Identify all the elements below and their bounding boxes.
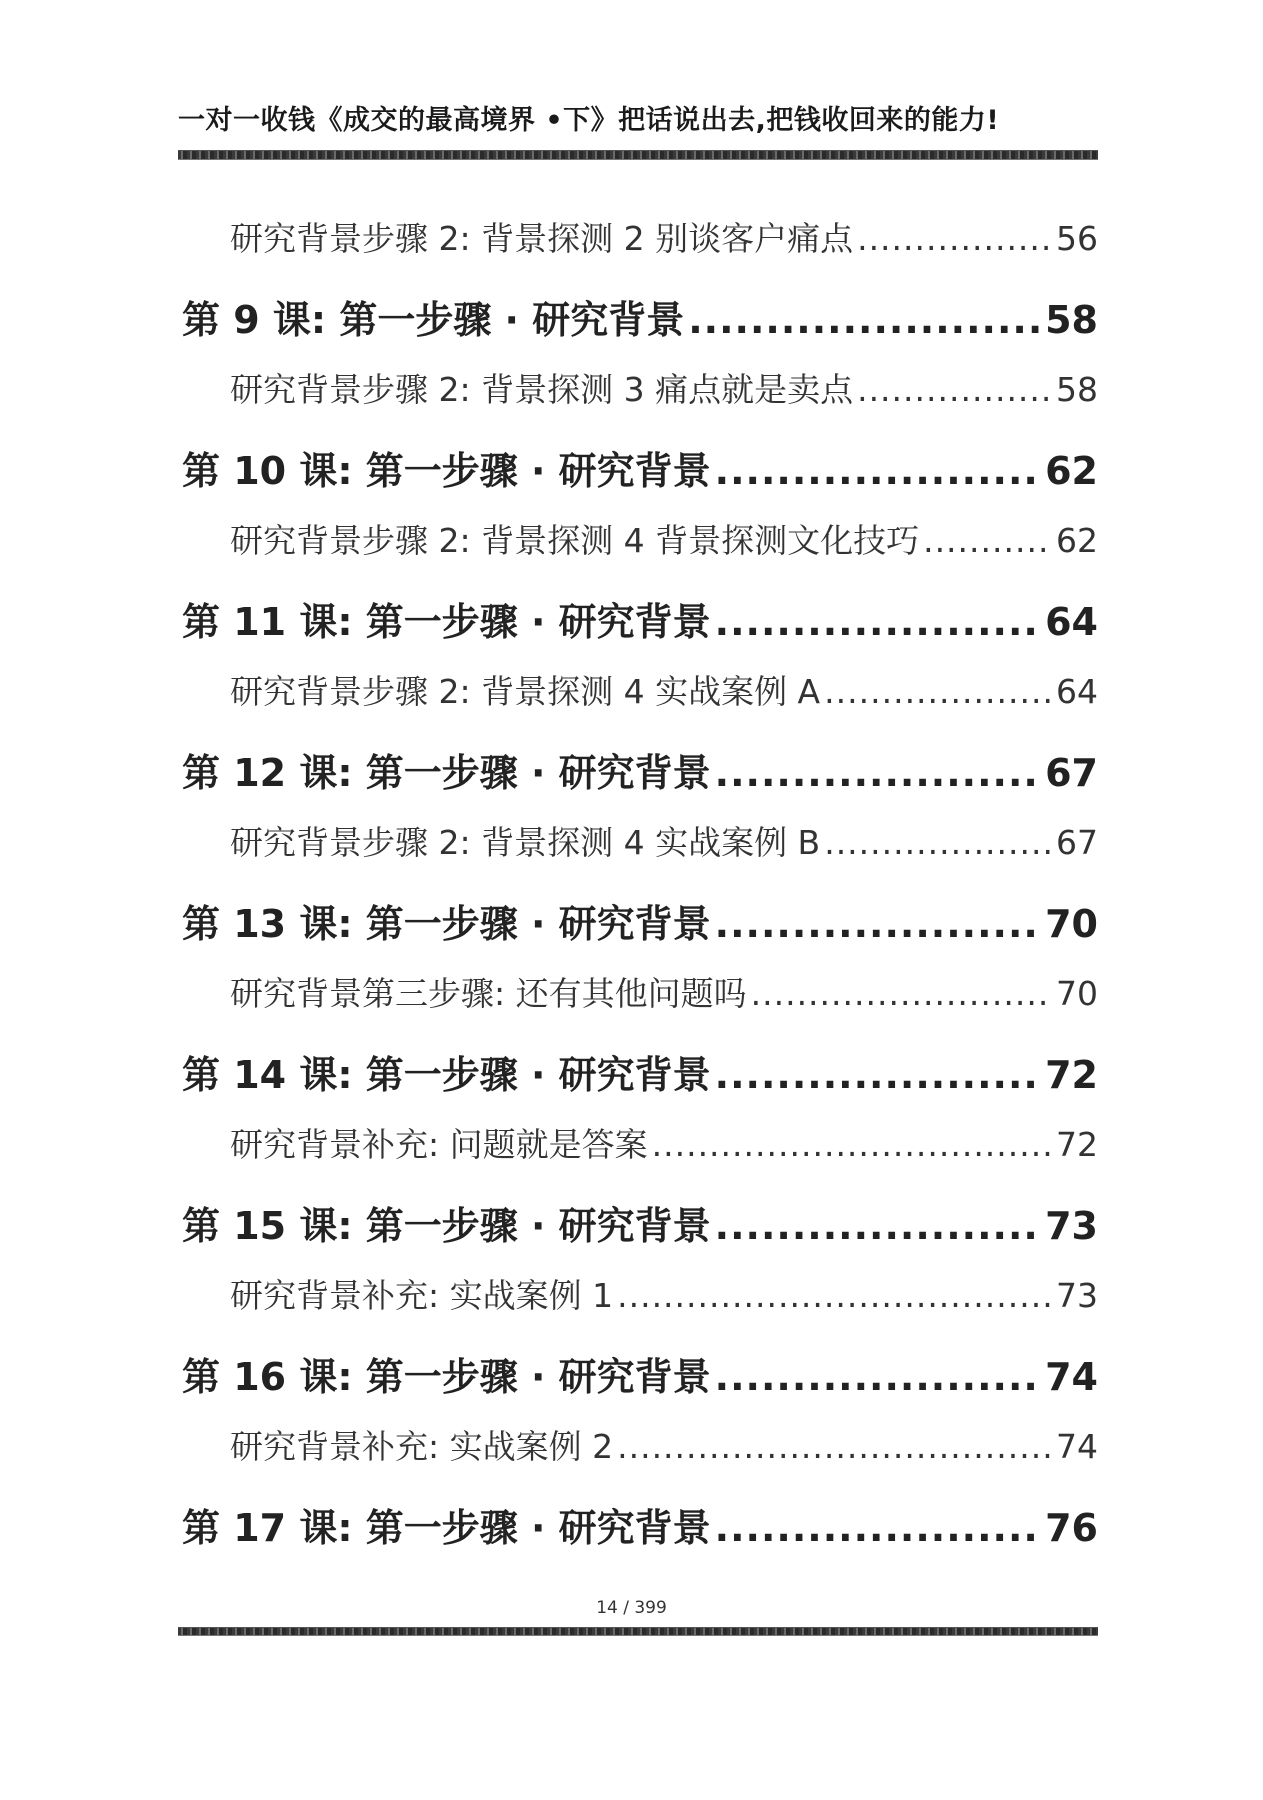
toc-lesson-entry[interactable]	[182, 893, 1098, 948]
page-header-title: 一对一收钱《成交的最高境界 •下》把话说出去,把钱收回来的能力!	[178, 105, 1000, 136]
footer-rule	[178, 1627, 1098, 1636]
toc-entry-page: 64	[1045, 600, 1098, 644]
toc-entry-title: 第 15 课: 第一步骤 · 研究背景	[182, 1204, 711, 1248]
toc-leader-dots	[715, 449, 1041, 493]
toc-entry-title: 第 10 课: 第一步骤 · 研究背景	[182, 449, 711, 493]
toc-entry-page: 56	[1056, 219, 1098, 258]
toc-entry-title: 研究背景第三步骤: 还有其他问题吗	[230, 974, 747, 1013]
toc-leader-dots	[617, 1427, 1052, 1466]
toc-entry-page: 67	[1045, 751, 1098, 795]
toc-leader-dots	[857, 219, 1052, 258]
toc-leader-dots	[652, 1125, 1052, 1164]
toc-entry-page: 74	[1045, 1355, 1098, 1399]
toc-entry-title: 第 17 课: 第一步骤 · 研究背景	[182, 1506, 711, 1550]
toc-entry-page: 72	[1045, 1053, 1098, 1097]
toc-sub-entry[interactable]	[230, 364, 1098, 411]
toc-leader-dots	[824, 823, 1052, 862]
toc-leader-dots	[715, 1355, 1041, 1399]
toc-entry-title: 第 11 课: 第一步骤 · 研究背景	[182, 600, 711, 644]
toc-entry-page: 58	[1056, 370, 1098, 409]
toc-entry-page: 62	[1056, 521, 1098, 560]
toc-sub-entry[interactable]	[230, 213, 1098, 260]
toc-entry-page: 76	[1045, 1506, 1098, 1550]
toc-entry-page: 73	[1056, 1276, 1098, 1315]
toc-entry-page: 74	[1056, 1427, 1098, 1466]
toc-lesson-entry[interactable]	[182, 742, 1098, 797]
toc-leader-dots	[715, 1053, 1041, 1097]
toc-entry-page: 64	[1056, 672, 1098, 711]
toc-lesson-entry[interactable]	[182, 1044, 1098, 1099]
toc-entry-title: 研究背景补充: 实战案例 1	[230, 1276, 614, 1315]
toc-leader-dots	[715, 600, 1041, 644]
toc-entry-page: 70	[1045, 902, 1098, 946]
toc-lesson-entry[interactable]	[182, 1497, 1098, 1552]
toc-lesson-entry[interactable]	[182, 1195, 1098, 1250]
toc-entry-page: 73	[1045, 1204, 1098, 1248]
toc-entry-title: 第 16 课: 第一步骤 · 研究背景	[182, 1355, 711, 1399]
toc-leader-dots	[751, 974, 1052, 1013]
toc-entry-title: 研究背景步骤 2: 背景探测 3 痛点就是卖点	[230, 370, 854, 409]
toc-sub-entry[interactable]	[230, 817, 1098, 864]
toc-entry-page: 70	[1056, 974, 1098, 1013]
toc-entry-page: 72	[1056, 1125, 1098, 1164]
toc-leader-dots	[715, 1204, 1041, 1248]
toc-sub-entry[interactable]	[230, 666, 1098, 713]
toc-entry-title: 第 13 课: 第一步骤 · 研究背景	[182, 902, 711, 946]
toc-sub-entry[interactable]	[230, 968, 1098, 1015]
toc-sub-entry[interactable]	[230, 515, 1098, 562]
toc-leader-dots	[688, 298, 1041, 342]
toc-leader-dots	[617, 1276, 1052, 1315]
toc-leader-dots	[857, 370, 1052, 409]
toc-lesson-entry[interactable]	[182, 591, 1098, 646]
toc-sub-entry[interactable]	[230, 1421, 1098, 1468]
toc-leader-dots	[715, 902, 1041, 946]
toc-sub-entry[interactable]	[230, 1119, 1098, 1166]
toc-leader-dots	[715, 751, 1041, 795]
toc-entry-title: 研究背景补充: 问题就是答案	[230, 1125, 648, 1164]
toc-entry-page: 62	[1045, 449, 1098, 493]
toc-entry-title: 研究背景步骤 2: 背景探测 4 实战案例 B	[230, 823, 821, 862]
toc-entry-title: 第 14 课: 第一步骤 · 研究背景	[182, 1053, 711, 1097]
toc-entry-title: 研究背景步骤 2: 背景探测 4 背景探测文化技巧	[230, 521, 920, 560]
toc-entry-page: 58	[1045, 298, 1098, 342]
toc-entry-title: 研究背景步骤 2: 背景探测 2 别谈客户痛点	[230, 219, 854, 258]
toc-sub-entry[interactable]	[230, 1270, 1098, 1317]
page-number: 14 / 399	[596, 1598, 667, 1618]
toc-entry-title: 研究背景补充: 实战案例 2	[230, 1427, 614, 1466]
toc-entry-title: 第 9 课: 第一步骤 · 研究背景	[182, 298, 685, 342]
toc-lesson-entry[interactable]	[182, 440, 1098, 495]
toc-entry-title: 研究背景步骤 2: 背景探测 4 实战案例 A	[230, 672, 821, 711]
toc-entry-page: 67	[1056, 823, 1098, 862]
toc-leader-dots	[715, 1506, 1041, 1550]
toc-lesson-entry[interactable]	[182, 289, 1098, 344]
toc-leader-dots	[824, 672, 1052, 711]
toc-leader-dots	[923, 521, 1052, 560]
toc-lesson-entry[interactable]	[182, 1346, 1098, 1401]
toc-entry-title: 第 12 课: 第一步骤 · 研究背景	[182, 751, 711, 795]
